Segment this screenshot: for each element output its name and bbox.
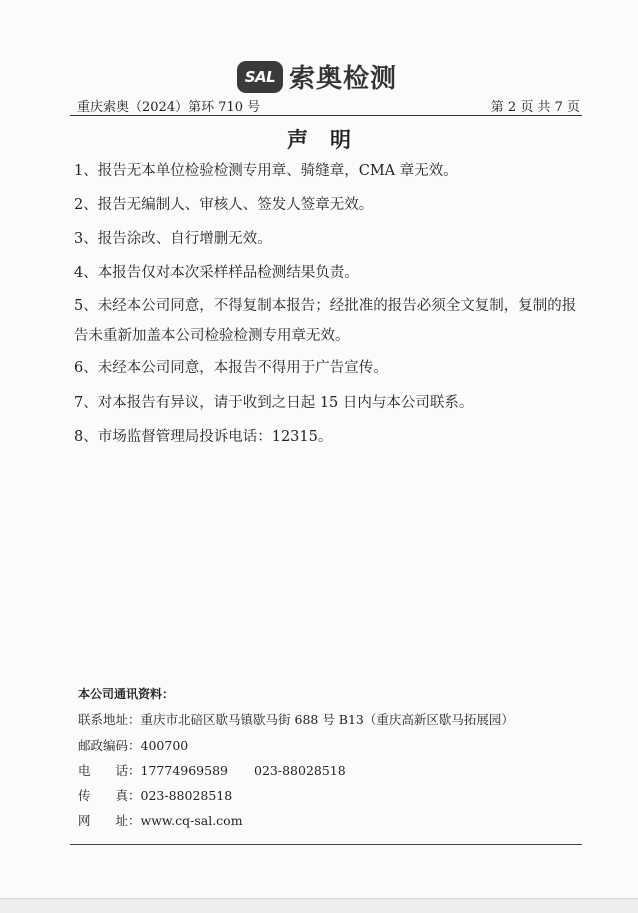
page-indicator: 第 2 页 共 7 页 (490, 100, 580, 115)
logo-text: 索奥检测 (289, 64, 398, 94)
web-value: www.cq-sal.com (140, 813, 243, 828)
report-number: 重庆索奥（2024）第环 710 号 (77, 100, 261, 115)
phone-value-1: 17774969589 (140, 763, 228, 778)
logo-badge: SAL (237, 61, 283, 93)
statement-item: 2、报告无编制人、审核人、签发人签章无效。 (74, 197, 374, 213)
contact-address (78, 710, 514, 728)
header-rule (70, 115, 582, 116)
phone-label: 电 话： (78, 763, 141, 778)
page-title: 声明 (287, 127, 373, 152)
contact-web (78, 811, 243, 829)
postal-value: 400700 (140, 738, 189, 753)
statement-item: 1、报告无本单位检验检测专用章、骑缝章，CMA 章无效。 (74, 163, 458, 179)
postal-label: 邮政编码： (78, 738, 141, 753)
company-logo (237, 58, 397, 95)
web-label: 网 址： (78, 813, 141, 828)
contact-fax (78, 786, 232, 804)
footer-rule (70, 844, 582, 845)
statement-item: 5、未经本公司同意，不得复制本报告；经批准的报告必须全文复制，复制的报告未重新加盖本公司检验检测专用章无效。 (74, 298, 577, 344)
contact-heading: 本公司通讯资料： (78, 687, 175, 701)
contact-phone (78, 761, 346, 779)
statement-item: 7、对本报告有异议，请于收到之日起 15 日内与本公司联系。 (74, 395, 474, 411)
phone-value-2: 023-88028518 (254, 763, 346, 778)
address-value: 重庆市北碚区歇马镇歇马街 688 号 B13（重庆高新区歇马拓展园） (140, 712, 514, 727)
address-label: 联系地址： (78, 712, 141, 727)
statement-item: 6、未经本公司同意，本报告不得用于广告宣传。 (74, 360, 388, 376)
fax-label: 传 真： (78, 788, 141, 803)
statement-item: 3、报告涂改、自行增删无效。 (74, 231, 272, 247)
contact-postal (78, 736, 188, 754)
page-bottom-edge (0, 898, 638, 913)
fax-value: 023-88028518 (140, 788, 233, 803)
statement-item: 4、本报告仅对本次采样样品检测结果负责。 (74, 265, 359, 281)
statement-item: 8、市场监督管理局投诉电话：12315。 (74, 429, 333, 445)
